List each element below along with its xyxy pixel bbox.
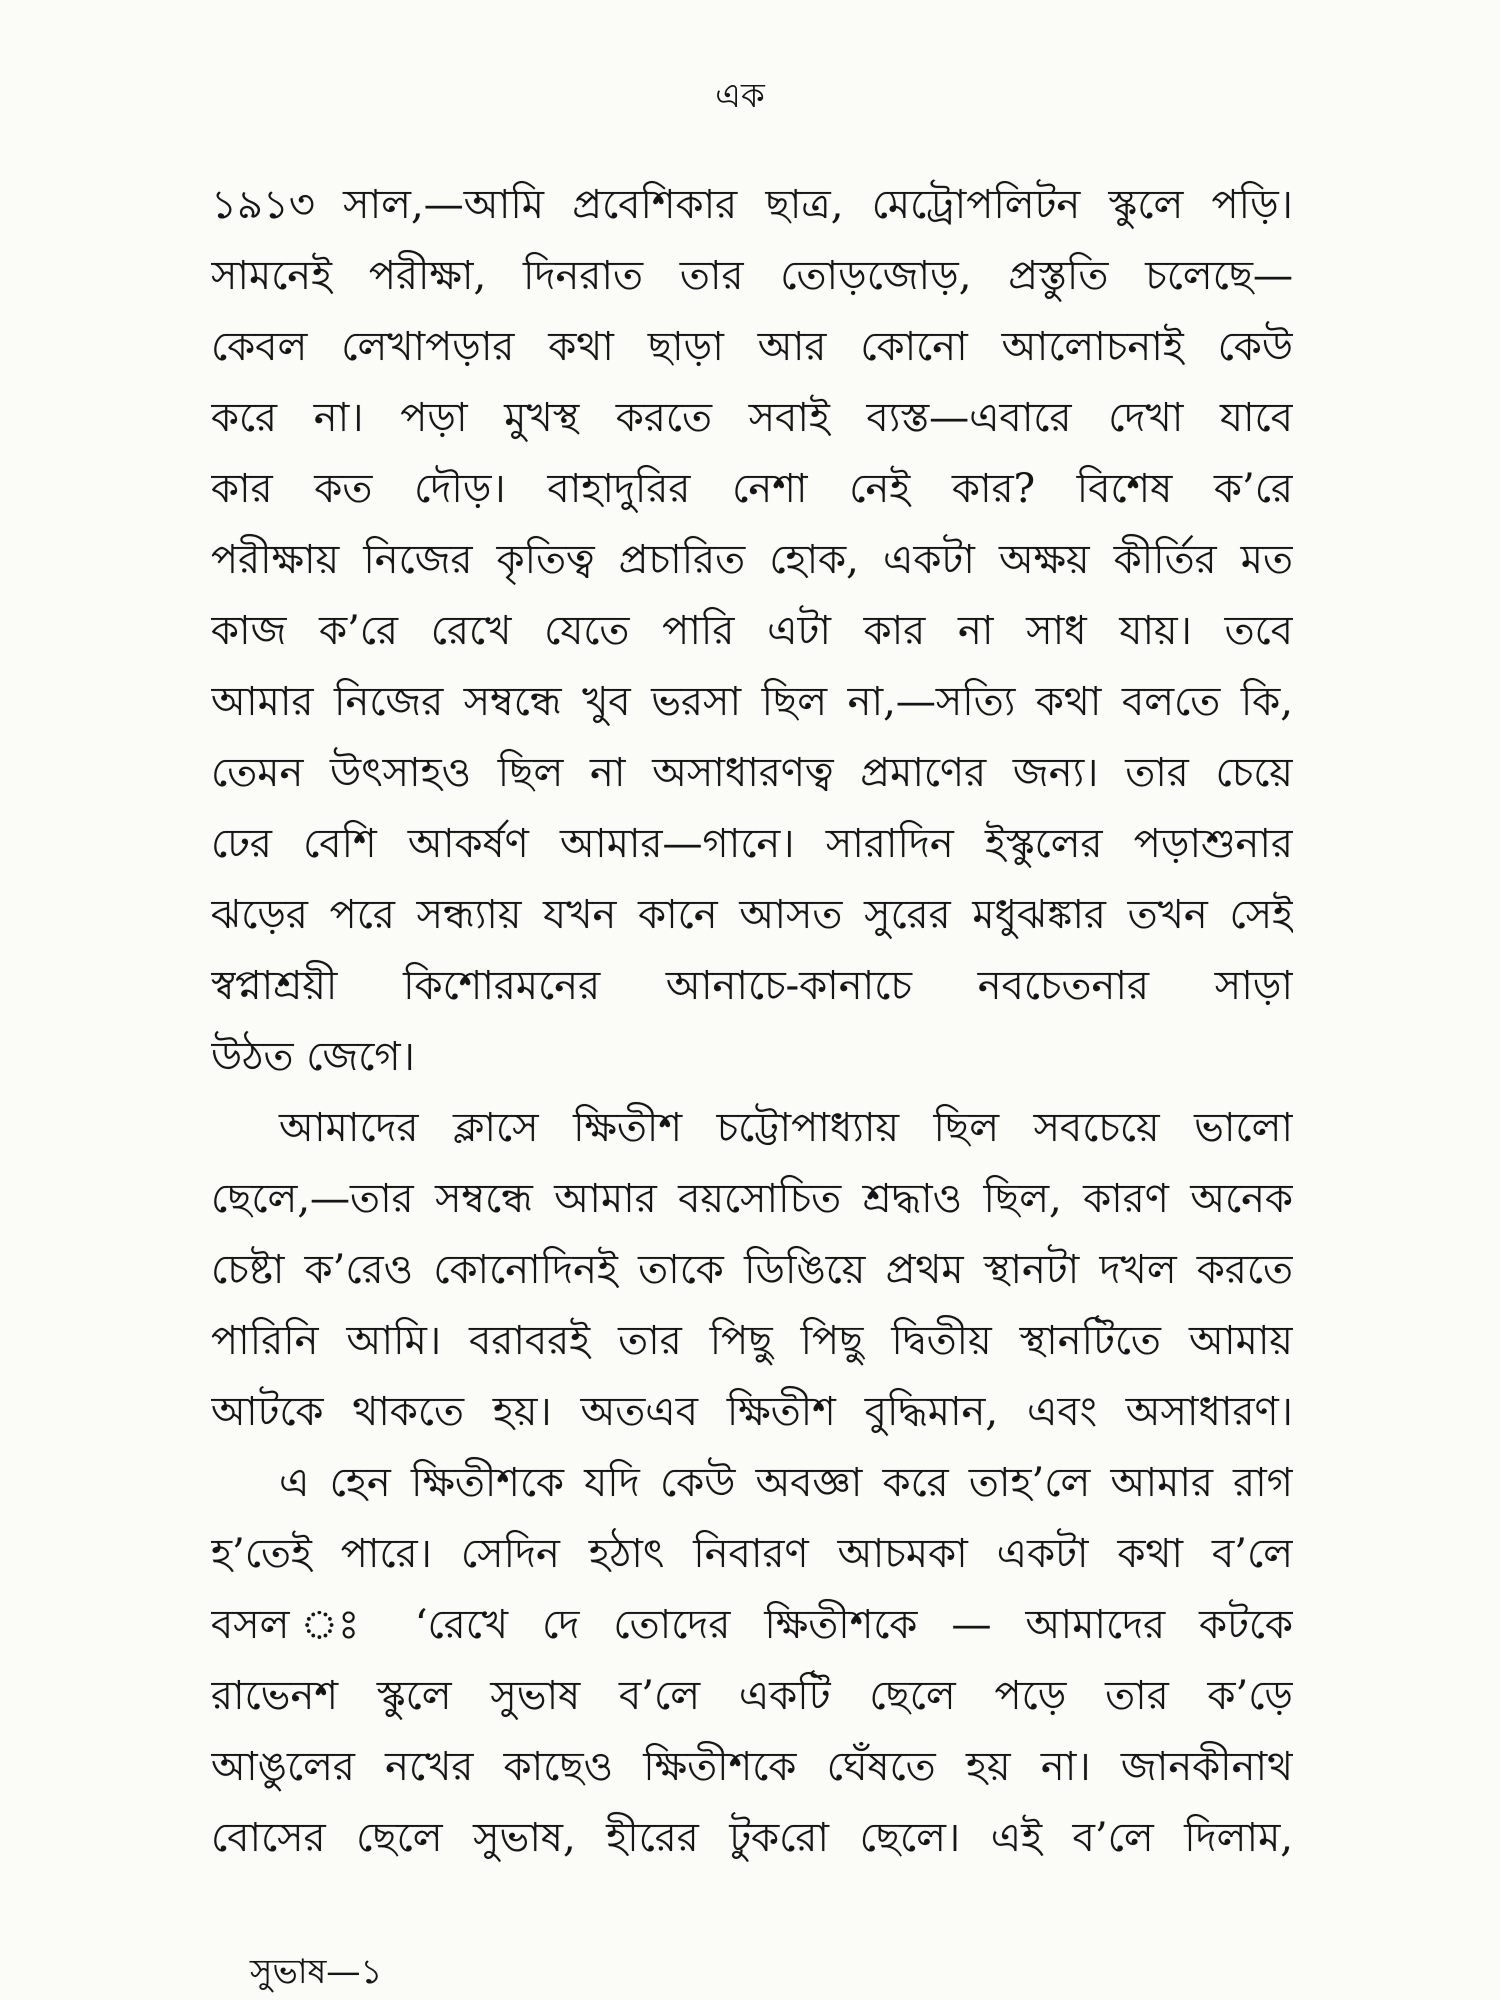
signature-mark: সুভাষ—১	[250, 1952, 383, 1992]
paragraph-2	[211, 1093, 1293, 1448]
text-line: আঙুলের নখের কাছেও ক্ষিতীশকে ঘেঁষতে হয় না। জানকীনাথ	[211, 1744, 1293, 1790]
text-line: পরীক্ষায় নিজের কৃতিত্ব প্রচারিত হোক, একটা অক্ষয় কীর্তির মত	[211, 537, 1293, 583]
text-line: আটকে থাকতে হয়। অতএব ক্ষিতীশ বুদ্ধিমান, এবং অসাধারণ।	[211, 1389, 1293, 1435]
text-line: কার কত দৌড়। বাহাদুরির নেশা নেই কার? বিশেষ ক’রে	[211, 466, 1293, 512]
text-line: করে না। পড়া মুখস্থ করতে সবাই ব্যস্ত—এবারে দেখা যাবে	[211, 395, 1293, 441]
text-line: বোসের ছেলে সুভাষ, হীরের টুক‌রো ছেলে। এই ব’লে দিলাম,	[211, 1815, 1293, 1861]
body-text	[211, 170, 1293, 1874]
paragraph-1	[211, 170, 1293, 1093]
text-line: সামনেই পরীক্ষা, দিনরাত তার তোড়জোড়, প্রস্তুতি চলেছে—	[211, 253, 1293, 299]
text-line: ছেলে,—তার সম্বন্ধে আমার বয়সোচিত শ্রদ্ধাও ছিল, কারণ অনেক	[211, 1176, 1293, 1222]
text-line: হ’তেই পারে। সেদিন হঠাৎ নিবারণ আচম‌কা একটা কথা ব’লে	[211, 1531, 1293, 1577]
text-line: কাজ ক’রে রেখে যেতে পারি এটা কার না সাধ যায়। তবে	[211, 608, 1293, 654]
text-line: ১৯১৩ সাল,—আমি প্রবেশিকার ছাত্র, মেট্রোপলিটন স্কুলে পড়ি।	[211, 182, 1293, 228]
text-line: স্বপ্নাশ্রয়ী কিশোরমনের আনাচে-কানাচে নবচেতনার সাড়া	[211, 963, 1293, 1009]
text-line: চেষ্টা ক’রেও কোনোদিনই তাকে ডিঙিয়ে প্রথম স্থানটা দখল করতে	[211, 1247, 1293, 1293]
text-line: পারিনি আমি। বরাবরই তার পিছু পিছু দ্বিতীয় স্থানটিতে আমায়	[211, 1318, 1293, 1364]
text-line: এ হেন ক্ষিতীশকে যদি কেউ অবজ্ঞা করে তাহ’লে আমার রাগ	[279, 1460, 1293, 1506]
text-line: আমার নিজের সম্বন্ধে খুব ভরসা ছিল না,—সত্যি কথা বল‌তে কি,	[211, 679, 1293, 725]
text-line: ঝড়ের পরে সন্ধ্যায় যখন কানে আসত সুরের মধুঝঙ্কার তখন সেই	[211, 892, 1293, 938]
text-line: ঢের বেশি আকর্ষণ আমার—গানে। সারাদিন ইস্কুলের পড়াশুনার	[211, 821, 1293, 867]
text-line: আমাদের ক্লাসে ক্ষিতীশ চট্টোপাধ্যায় ছিল সবচেয়ে ভালো	[279, 1105, 1293, 1151]
chapter-heading: এক	[715, 76, 765, 116]
paragraph-3	[211, 1448, 1293, 1874]
text-line: রাভেন‌শ স্কুলে সুভাষ ব’লে একটি ছেলে পড়ে তার ক’ড়ে	[211, 1673, 1293, 1719]
text-line: তেমন উৎসাহও ছিল না অসাধারণত্ব প্রমাণের জন্য। তার চেয়ে	[211, 750, 1293, 796]
text-line: বসল ঃ ‘রেখে দে তোদের ক্ষিতীশকে — আমাদের কটকে	[211, 1602, 1293, 1648]
text-line: উঠত জেগে।	[211, 1034, 415, 1080]
text-line: কেবল লেখাপড়ার কথা ছাড়া আর কোনো আলোচনাই কেউ	[211, 324, 1293, 370]
